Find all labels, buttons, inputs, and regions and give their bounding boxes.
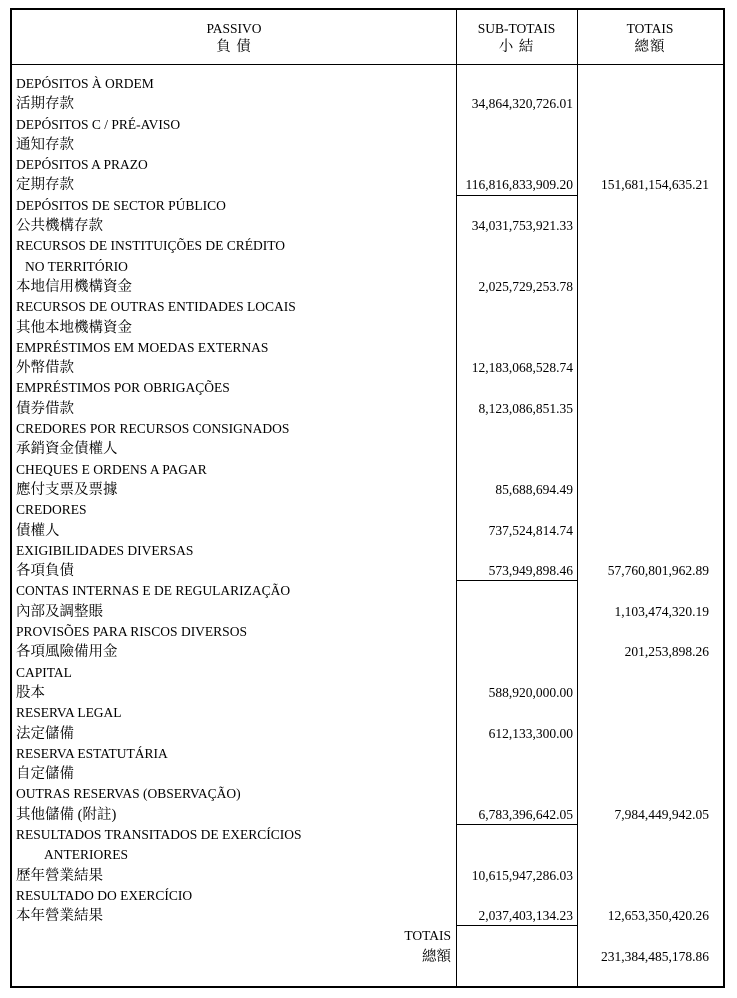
total-value: 151,681,154,635.21: [601, 177, 709, 193]
table-row: [12, 419, 723, 439]
table-row: [12, 561, 723, 581]
total-value: [577, 216, 723, 236]
subtotal-value: 85,688,694.49: [495, 481, 573, 497]
row-label: CAPITAL: [16, 664, 72, 680]
table-row: [12, 175, 723, 195]
row-label: EMPRÉSTIMOS POR OBRIGAÇÕES: [16, 380, 230, 396]
subtotal-value: [456, 338, 577, 358]
subtotal-value: [456, 297, 577, 317]
row-label: 定期存款: [16, 177, 74, 194]
row-label: ANTERIORES: [44, 847, 128, 863]
row-label: DEPÓSITOS DE SECTOR PÚBLICO: [16, 197, 226, 213]
row-label: DEPÓSITOS C / PRÉ-AVISO: [16, 116, 181, 132]
subtotal-value: 12,183,068,528.74: [471, 360, 573, 376]
table-row: [12, 135, 723, 155]
table-row: [12, 683, 723, 703]
table-row: [12, 744, 723, 764]
total-value: [577, 277, 723, 297]
row-label: RESERVA ESTATUTÁRIA: [16, 745, 168, 761]
row-label: DEPÓSITOS A PRAZO: [16, 157, 148, 173]
header-passivo-zh: 負 債: [216, 39, 252, 55]
total-value: [577, 196, 723, 216]
total-value: [577, 74, 723, 94]
row-label: PROVISÕES PARA RISCOS DIVERSOS: [16, 624, 247, 640]
total-value: [577, 399, 723, 419]
table-row: [12, 581, 723, 601]
table-row: [12, 663, 723, 683]
header-subtotais-zh: 小 結: [498, 39, 535, 55]
subtotal-value: 737,524,814.74: [488, 522, 573, 538]
total-value: [577, 845, 723, 865]
table-row: [12, 236, 723, 256]
table-row: [12, 805, 723, 825]
subtotal-value: [456, 663, 577, 683]
subtotal-value: [456, 155, 577, 175]
total-value: [577, 135, 723, 155]
subtotal-value: 612,133,300.00: [488, 725, 573, 741]
header-totais-zh: 總額: [634, 39, 666, 55]
row-label: 各項風險備用金: [16, 644, 118, 661]
subtotal-value: [456, 541, 577, 561]
subtotal-value: [456, 764, 577, 784]
table-row: [12, 155, 723, 175]
header-subtotais-pt: SUB-TOTAIS: [477, 21, 556, 36]
row-label: RESERVA LEGAL: [16, 705, 122, 721]
header-totais: [577, 10, 723, 64]
subtotal-value: [456, 622, 577, 642]
total-value: [577, 338, 723, 358]
total-value: [577, 115, 723, 135]
row-label: NO TERRITÓRIO: [25, 258, 128, 274]
total-value: [577, 683, 723, 703]
row-label: 歷年營業結果: [16, 867, 103, 884]
table-row: [12, 845, 723, 865]
table-row: [12, 318, 723, 338]
row-label: 股本: [16, 684, 45, 701]
subtotal-value: 573,949,898.46: [456, 561, 577, 581]
row-label: 各項負債: [16, 563, 74, 580]
total-value: 7,984,449,942.05: [614, 806, 709, 822]
total-value: [577, 724, 723, 744]
total-value: [577, 622, 723, 642]
subtotal-value: [456, 74, 577, 94]
total-value: [577, 94, 723, 114]
table-row: [12, 602, 723, 622]
subtotal-value: [456, 500, 577, 520]
table-row: [12, 521, 723, 541]
row-label: CREDORES: [16, 502, 87, 518]
subtotal-value: [456, 602, 577, 622]
table-row: [12, 622, 723, 642]
column-separator-1: [456, 10, 457, 986]
total-value: [577, 764, 723, 784]
row-label: 總額: [422, 948, 451, 965]
table-row: [12, 94, 723, 114]
table-row: [12, 439, 723, 459]
row-label: 承銷資金債權人: [16, 441, 118, 458]
row-label: RESULTADOS TRANSITADOS DE EXERCÍCIOS: [16, 826, 302, 842]
table-row: [12, 703, 723, 723]
total-value: [577, 886, 723, 906]
table-row: [12, 257, 723, 277]
row-label: 債券借款: [16, 400, 74, 417]
table-row: [12, 216, 723, 236]
total-value: [577, 419, 723, 439]
total-value: 57,760,801,962.89: [607, 563, 709, 579]
total-value: [577, 439, 723, 459]
subtotal-value: 34,864,320,726.01: [471, 96, 573, 112]
total-value: 201,253,898.26: [624, 644, 709, 660]
row-label: 通知存款: [16, 136, 74, 153]
total-value: [577, 500, 723, 520]
subtotal-value: [456, 115, 577, 135]
table-row: [12, 764, 723, 784]
total-value: [577, 480, 723, 500]
subtotal-value: [456, 378, 577, 398]
table-row: [12, 196, 723, 216]
row-label: CREDORES POR RECURSOS CONSIGNADOS: [16, 421, 290, 437]
total-value: [577, 541, 723, 561]
row-label: CONTAS INTERNAS E DE REGULARIZAÇÃO: [16, 583, 291, 599]
table-row: [12, 906, 723, 926]
subtotal-value: 8,123,086,851.35: [478, 400, 573, 416]
total-value: [577, 236, 723, 256]
subtotal-value: [456, 419, 577, 439]
total-value: [577, 155, 723, 175]
table-row: [12, 378, 723, 398]
total-value: [577, 581, 723, 601]
subtotal-value: 10,615,947,286.03: [471, 867, 573, 883]
total-value: 231,384,485,178.86: [601, 948, 709, 964]
subtotal-value: 588,920,000.00: [488, 684, 573, 700]
row-label: 公共機構存款: [16, 218, 103, 235]
table-row: [12, 74, 723, 94]
table-header: [12, 10, 723, 65]
subtotal-value: 116,816,833,909.20: [456, 175, 577, 195]
table-row: [12, 724, 723, 744]
row-label: RECURSOS DE OUTRAS ENTIDADES LOCAIS: [16, 299, 296, 315]
total-value: [577, 825, 723, 845]
total-value: [577, 257, 723, 277]
subtotal-value: [456, 825, 577, 845]
total-value: [577, 297, 723, 317]
table-row: [12, 460, 723, 480]
table-row: [12, 642, 723, 662]
subtotal-value: 2,025,729,253.78: [478, 278, 573, 294]
row-label: DEPÓSITOS À ORDEM: [16, 76, 154, 91]
subtotal-value: [456, 744, 577, 764]
subtotal-value: [456, 318, 577, 338]
subtotal-value: [456, 947, 577, 967]
subtotal-value: [456, 845, 577, 865]
table-row: [12, 338, 723, 358]
subtotal-value: 34,031,753,921.33: [471, 218, 573, 234]
total-value: [577, 521, 723, 541]
subtotal-value: [456, 257, 577, 277]
row-label: 其他本地機構資金: [16, 319, 132, 336]
total-value: 12,653,350,420.26: [607, 908, 709, 924]
total-value: [577, 744, 723, 764]
subtotal-value: 6,783,396,642.05: [456, 805, 577, 825]
table-row: [12, 480, 723, 500]
row-label: 活期存款: [16, 96, 74, 113]
table-row: [12, 277, 723, 297]
table-row: [12, 500, 723, 520]
row-label: 應付支票及票據: [16, 481, 118, 498]
subtotal-value: [456, 703, 577, 723]
row-label: OUTRAS RESERVAS (OBSERVAÇÃO): [16, 786, 241, 802]
total-value: [577, 926, 723, 946]
column-separator-2: [577, 10, 578, 986]
table-row: [12, 541, 723, 561]
total-value: [577, 703, 723, 723]
subtotal-value: [456, 460, 577, 480]
total-value: [577, 784, 723, 804]
table-row: [12, 926, 723, 946]
table-row: [12, 886, 723, 906]
row-label: EMPRÉSTIMOS EM MOEDAS EXTERNAS: [16, 339, 269, 355]
table-row: [12, 866, 723, 886]
row-label: RECURSOS DE INSTITUIÇÕES DE CRÉDITO: [16, 238, 286, 254]
header-subtotais: [456, 10, 577, 64]
total-value: [577, 866, 723, 886]
header-passivo-pt: PASSIVO: [206, 21, 262, 36]
total-value: [577, 663, 723, 683]
total-value: [577, 358, 723, 378]
table-row: [12, 825, 723, 845]
row-label: 外幣借款: [16, 360, 74, 377]
table-row: [12, 297, 723, 317]
row-label: 本年營業結果: [16, 908, 103, 925]
subtotal-value: [456, 886, 577, 906]
row-label: 其他儲備 (附註): [16, 806, 117, 823]
row-label: EXIGIBILIDADES DIVERSAS: [16, 542, 194, 558]
table-row: [12, 399, 723, 419]
passivo-table: [10, 8, 725, 988]
table-row: [12, 784, 723, 804]
table-row: [12, 358, 723, 378]
row-label: 債權人: [16, 522, 60, 539]
subtotal-value: [456, 926, 577, 946]
total-value: 1,103,474,320.19: [614, 603, 709, 619]
row-label: 內部及調整賬: [16, 603, 103, 620]
row-label: 自定儲備: [16, 766, 74, 783]
subtotal-value: [456, 581, 577, 601]
table-row: [12, 947, 723, 967]
subtotal-value: [456, 135, 577, 155]
header-totais-pt: TOTAIS: [626, 21, 674, 36]
row-label: TOTAIS: [404, 928, 451, 944]
subtotal-value: [456, 439, 577, 459]
total-value: [577, 460, 723, 480]
total-value: [577, 318, 723, 338]
subtotal-value: [456, 784, 577, 804]
row-label: 本地信用機構資金: [16, 278, 132, 295]
row-label: 法定儲備: [16, 725, 74, 742]
subtotal-value: [456, 196, 577, 216]
subtotal-value: 2,037,403,134.23: [456, 906, 577, 926]
table-body: [12, 65, 723, 967]
row-label: CHEQUES E ORDENS A PAGAR: [16, 461, 207, 477]
subtotal-value: [456, 642, 577, 662]
row-label: RESULTADO DO EXERCÍCIO: [16, 887, 193, 903]
total-value: [577, 378, 723, 398]
subtotal-value: [456, 236, 577, 256]
table-row: [12, 115, 723, 135]
header-passivo: [12, 10, 456, 64]
